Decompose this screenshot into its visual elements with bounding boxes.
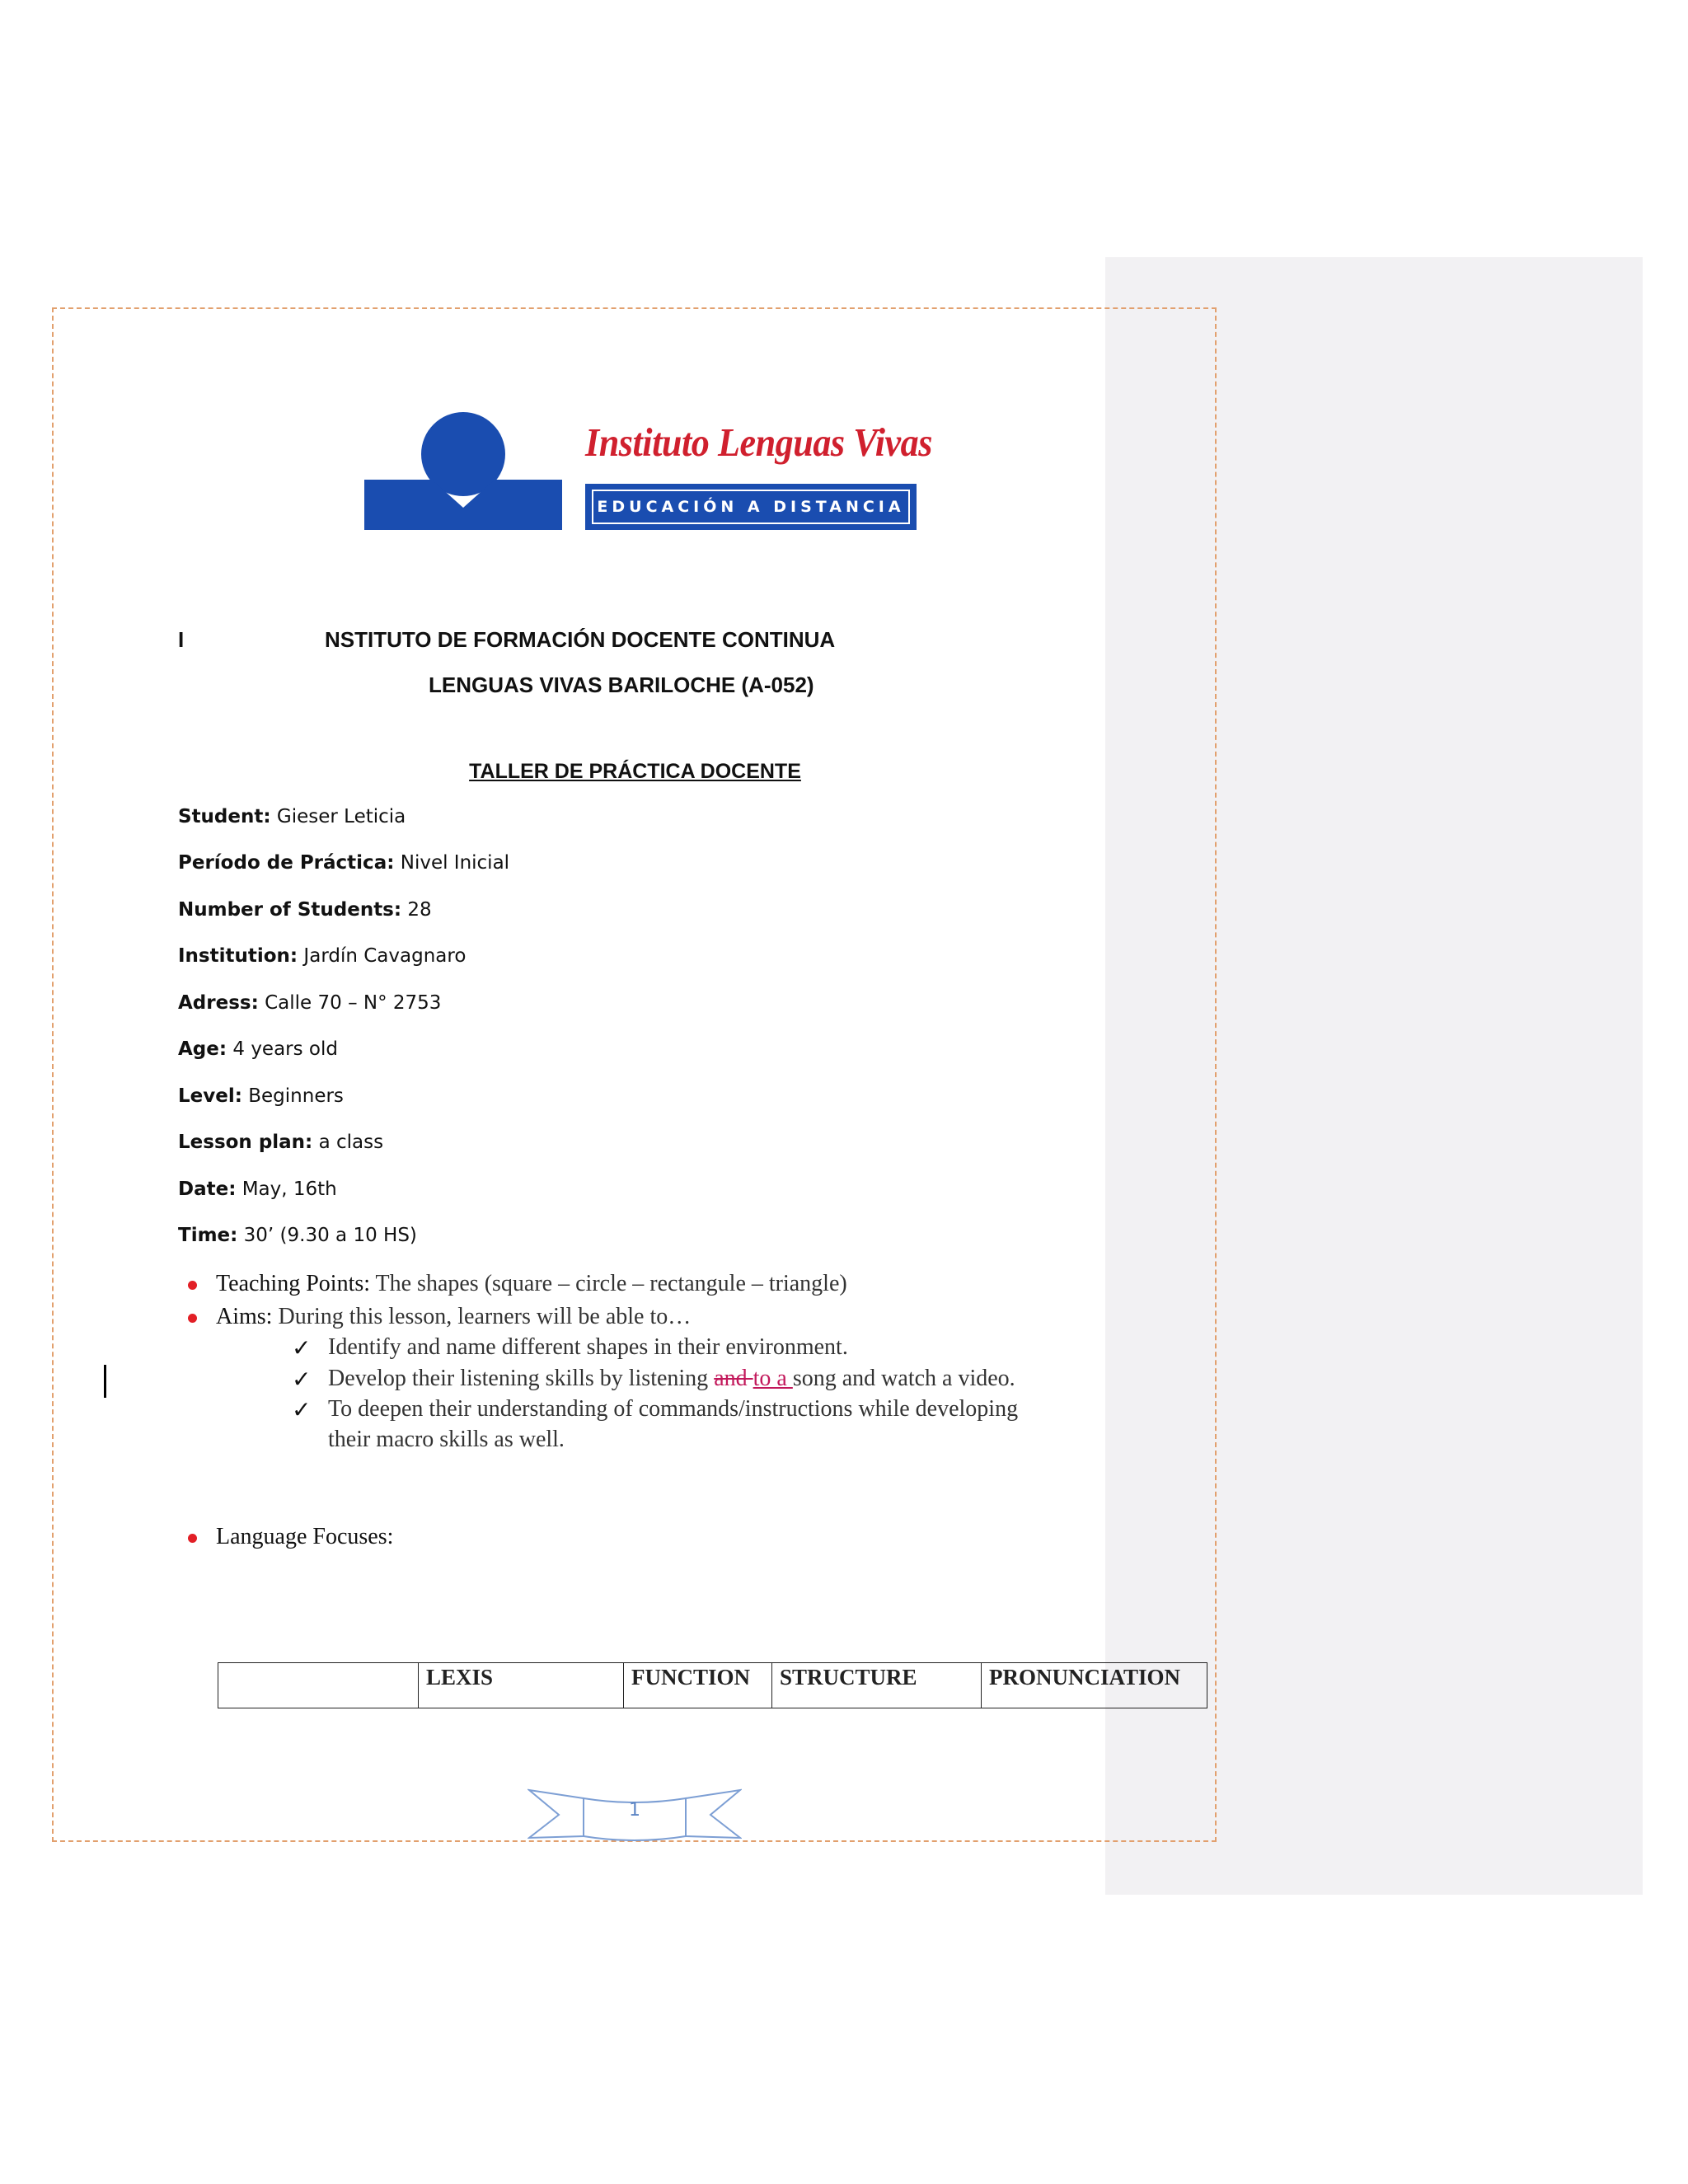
teaching-points <box>216 1271 847 1297</box>
table-header-structure: STRUCTURE <box>772 1663 982 1708</box>
page-number-ribbon <box>528 1787 742 1843</box>
institute-logo <box>364 412 932 530</box>
field-institution <box>178 945 466 967</box>
page-border <box>52 307 1217 1842</box>
language-focuses-label: Language Focuses: <box>216 1524 394 1549</box>
field-label: Institution: <box>178 945 298 967</box>
logo-band <box>585 484 917 530</box>
tracked-insertion: to a <box>753 1366 793 1391</box>
teaching-points-label: Teaching Points: <box>216 1271 371 1296</box>
language-focuses <box>216 1524 393 1550</box>
field-value: Beginners <box>241 1085 344 1107</box>
tracked-deletion: and <box>714 1366 753 1391</box>
table-header-function: FUNCTION <box>624 1663 772 1708</box>
field-address <box>178 992 441 1014</box>
field-time <box>178 1225 417 1246</box>
header-line2: LENGUAS VIVAS BARILOCHE (A-052) <box>429 673 814 697</box>
page-number: 1 <box>629 1800 640 1821</box>
bullet-icon <box>188 1281 197 1290</box>
logo-subtitle: EDUCACIÓN A DISTANCIA <box>592 490 910 524</box>
field-label: Período de Práctica: <box>178 852 395 874</box>
field-value: Calle 70 – N° 2753 <box>258 992 442 1014</box>
field-value: May, 16th <box>236 1179 337 1200</box>
aim-item-3 <box>292 1396 1019 1423</box>
field-value: Gieser Leticia <box>270 806 406 827</box>
aims <box>216 1304 691 1330</box>
table-header-lexis: LEXIS <box>419 1663 624 1708</box>
aims-label: Aims: <box>216 1304 273 1329</box>
field-level <box>178 1085 344 1107</box>
field-age <box>178 1038 338 1060</box>
field-value: 30’ (9.30 a 10 HS) <box>237 1225 417 1246</box>
field-value: 4 years old <box>227 1038 338 1060</box>
aim-text: Develop their listening skills by listening <box>328 1366 715 1391</box>
checkmark-icon: ✓ <box>292 1336 312 1361</box>
track-change-bar <box>104 1365 106 1398</box>
checkmark-icon: ✓ <box>292 1367 312 1393</box>
header-initial: I <box>178 627 185 652</box>
aim-item-2 <box>292 1366 1015 1393</box>
field-label: Level: <box>178 1085 242 1107</box>
field-value: Jardín Cavagnaro <box>298 945 467 967</box>
field-label: Time: <box>178 1225 238 1246</box>
logo-title: Instituto Lenguas Vivas <box>585 419 932 465</box>
field-label: Student: <box>178 806 271 827</box>
teaching-points-value: The shapes (square – circle – rectangule – triangle) <box>370 1271 847 1296</box>
workshop-title: TALLER DE PRÁCTICA DOCENTE <box>469 760 801 783</box>
field-lesson-plan <box>178 1132 383 1153</box>
book-person-logo-icon <box>364 412 562 530</box>
bullet-icon <box>188 1314 197 1323</box>
language-focus-table <box>218 1662 1207 1708</box>
table-header-empty <box>218 1663 419 1708</box>
field-label: Adress: <box>178 992 259 1014</box>
aim-text: song and watch a video. <box>792 1366 1015 1391</box>
aim-text: To deepen their understanding of commands/instructions while developing <box>328 1396 1019 1422</box>
aim-text: Identify and name different shapes in their environment. <box>328 1334 848 1360</box>
field-number-of-students <box>178 899 432 921</box>
field-label: Age: <box>178 1038 227 1060</box>
field-value: Nivel Inicial <box>394 852 510 874</box>
table-header-pronunciation: PRONUNCIATION <box>982 1663 1207 1708</box>
field-value: 28 <box>401 899 432 921</box>
aim-item-1 <box>292 1334 848 1361</box>
checkmark-icon: ✓ <box>292 1398 312 1423</box>
aim-item-3-continued <box>328 1427 565 1453</box>
field-value: a class <box>312 1132 384 1153</box>
field-date <box>178 1179 337 1200</box>
field-label: Number of Students: <box>178 899 402 921</box>
aim-text: their macro skills as well. <box>328 1427 565 1452</box>
field-period <box>178 852 509 874</box>
bullet-icon <box>188 1534 197 1543</box>
field-label: Lesson plan: <box>178 1132 313 1153</box>
field-student <box>178 806 406 827</box>
table-row <box>218 1663 1207 1708</box>
aims-value: During this lesson, learners will be able to… <box>272 1304 692 1329</box>
header-line1: NSTITUTO DE FORMACIÓN DOCENTE CONTINUA <box>325 627 836 652</box>
field-label: Date: <box>178 1179 237 1200</box>
